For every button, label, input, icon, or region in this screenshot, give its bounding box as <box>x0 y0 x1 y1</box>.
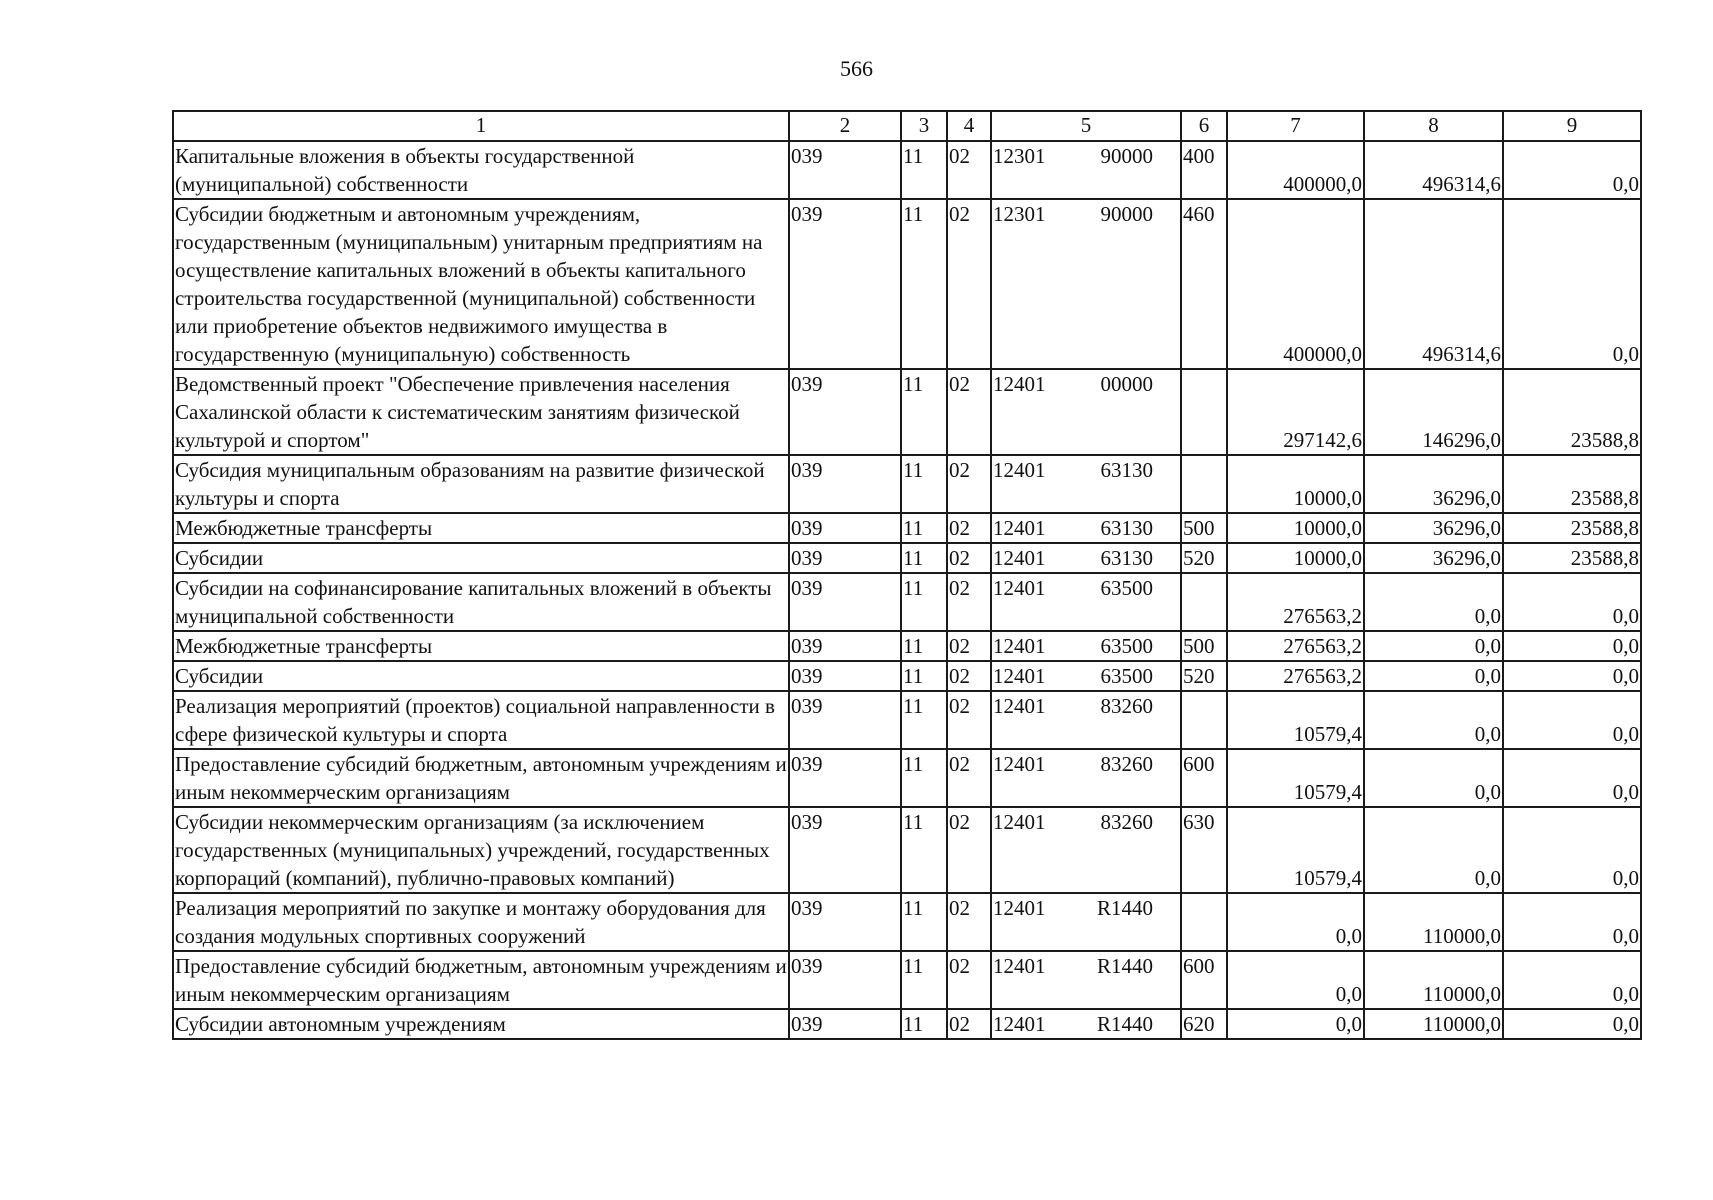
expense-type-cell: 520 <box>1181 543 1227 573</box>
target-article-cell <box>991 893 1181 951</box>
section-code-cell: 11 <box>901 1009 947 1039</box>
amount-col8-cell: 0,0 <box>1364 661 1503 691</box>
amount-col9-cell: 0,0 <box>1503 631 1641 661</box>
section-code-cell: 11 <box>901 951 947 1009</box>
amount-col9-cell: 0,0 <box>1503 199 1641 369</box>
expense-type-cell: 460 <box>1181 199 1227 369</box>
target-article-cell <box>991 807 1181 893</box>
target-article-direction: R1440 <box>1096 1012 1153 1036</box>
amount-col7-cell: 0,0 <box>1227 893 1364 951</box>
target-article-program: 12401 <box>993 694 1046 718</box>
ministry-code-cell: 039 <box>789 199 901 369</box>
header-row <box>173 111 1641 141</box>
table-row <box>173 455 1641 513</box>
table-row <box>173 369 1641 455</box>
expense-type-cell: 520 <box>1181 661 1227 691</box>
amount-col9-cell: 0,0 <box>1503 691 1641 749</box>
row-name-cell: Реализация мероприятий по закупке и монтажу оборудования для создания модульных спортивных сооружений <box>173 893 789 951</box>
target-article-program: 12401 <box>993 634 1046 658</box>
target-article-cell <box>991 141 1181 199</box>
target-article-direction: 83260 <box>1100 752 1153 776</box>
amount-col9-cell: 0,0 <box>1503 661 1641 691</box>
target-article-cell <box>991 951 1181 1009</box>
target-article-program: 12401 <box>993 752 1046 776</box>
subsection-code-cell: 02 <box>947 631 991 661</box>
section-code-cell: 11 <box>901 369 947 455</box>
target-article-program: 12401 <box>993 664 1046 688</box>
subsection-code-cell: 02 <box>947 661 991 691</box>
column-header-3: 3 <box>901 111 947 141</box>
expense-type-cell: 500 <box>1181 513 1227 543</box>
target-article-program: 12401 <box>993 1012 1046 1036</box>
amount-col7-cell: 276563,2 <box>1227 631 1364 661</box>
amount-col7-cell: 10000,0 <box>1227 455 1364 513</box>
section-code-cell: 11 <box>901 631 947 661</box>
amount-col7-cell: 297142,6 <box>1227 369 1364 455</box>
row-name-cell: Субсидии бюджетным и автономным учреждениям, государственным (муниципальным) унитарным предприятиям на осуществление капитальных вложений в объекты капитального строительства государственной (муниципальной) собственности или приобретение объектов недвижимого имущества в государственную (муниципальную) собственность <box>173 199 789 369</box>
section-code-cell: 11 <box>901 543 947 573</box>
ministry-code-cell: 039 <box>789 543 901 573</box>
amount-col9-cell: 0,0 <box>1503 141 1641 199</box>
target-article-direction: 83260 <box>1100 810 1153 834</box>
ministry-code-cell: 039 <box>789 951 901 1009</box>
amount-col7-cell: 276563,2 <box>1227 661 1364 691</box>
target-article-direction: 63500 <box>1100 664 1153 688</box>
subsection-code-cell: 02 <box>947 691 991 749</box>
table-row <box>173 631 1641 661</box>
section-code-cell: 11 <box>901 661 947 691</box>
amount-col9-cell: 0,0 <box>1503 749 1641 807</box>
column-header-5: 5 <box>991 111 1181 141</box>
expense-type-cell: 600 <box>1181 749 1227 807</box>
amount-col8-cell: 36296,0 <box>1364 513 1503 543</box>
expense-type-cell: 630 <box>1181 807 1227 893</box>
table-row <box>173 951 1641 1009</box>
amount-col9-cell: 0,0 <box>1503 893 1641 951</box>
row-name-cell: Субсидии некоммерческим организациям (за исключением государственных (муниципальных) учреждений, государственных корпораций (компаний), публично-правовых компаний) <box>173 807 789 893</box>
target-article-direction: 63130 <box>1100 458 1153 482</box>
row-name-cell: Межбюджетные трансферты <box>173 513 789 543</box>
row-name-cell: Субсидии <box>173 661 789 691</box>
subsection-code-cell: 02 <box>947 893 991 951</box>
budget-table <box>172 110 1642 1040</box>
target-article-direction: 63130 <box>1100 546 1153 570</box>
ministry-code-cell: 039 <box>789 661 901 691</box>
amount-col8-cell: 496314,6 <box>1364 141 1503 199</box>
amount-col8-cell: 110000,0 <box>1364 1009 1503 1039</box>
target-article-program: 12401 <box>993 810 1046 834</box>
row-name-cell: Субсидия муниципальным образованиям на развитие физической культуры и спорта <box>173 455 789 513</box>
ministry-code-cell: 039 <box>789 513 901 543</box>
target-article-program: 12401 <box>993 954 1046 978</box>
row-name-cell: Предоставление субсидий бюджетным, автономным учреждениям и иным некоммерческим организациям <box>173 749 789 807</box>
target-article-cell <box>991 749 1181 807</box>
subsection-code-cell: 02 <box>947 1009 991 1039</box>
section-code-cell: 11 <box>901 749 947 807</box>
subsection-code-cell: 02 <box>947 749 991 807</box>
amount-col9-cell: 0,0 <box>1503 807 1641 893</box>
row-name-cell: Межбюджетные трансферты <box>173 631 789 661</box>
table-row <box>173 199 1641 369</box>
target-article-cell <box>991 1009 1181 1039</box>
amount-col9-cell: 0,0 <box>1503 951 1641 1009</box>
expense-type-cell: 400 <box>1181 141 1227 199</box>
row-name-cell: Капитальные вложения в объекты государственной (муниципальной) собственности <box>173 141 789 199</box>
amount-col8-cell: 0,0 <box>1364 691 1503 749</box>
row-name-cell: Субсидии автономным учреждениям <box>173 1009 789 1039</box>
amount-col9-cell: 0,0 <box>1503 573 1641 631</box>
target-article-direction: 90000 <box>1100 202 1153 226</box>
amount-col8-cell: 110000,0 <box>1364 893 1503 951</box>
amount-col7-cell: 10579,4 <box>1227 691 1364 749</box>
table-row <box>173 513 1641 543</box>
target-article-cell <box>991 199 1181 369</box>
expense-type-cell <box>1181 893 1227 951</box>
amount-col7-cell: 10000,0 <box>1227 543 1364 573</box>
table-body <box>173 141 1641 1039</box>
target-article-cell <box>991 631 1181 661</box>
expense-type-cell <box>1181 691 1227 749</box>
section-code-cell: 11 <box>901 691 947 749</box>
target-article-direction: 00000 <box>1100 372 1153 396</box>
column-header-9: 9 <box>1503 111 1641 141</box>
ministry-code-cell: 039 <box>789 749 901 807</box>
target-article-cell <box>991 661 1181 691</box>
amount-col9-cell: 23588,8 <box>1503 513 1641 543</box>
amount-col7-cell: 400000,0 <box>1227 141 1364 199</box>
target-article-program: 12401 <box>993 576 1046 600</box>
amount-col7-cell: 276563,2 <box>1227 573 1364 631</box>
section-code-cell: 11 <box>901 573 947 631</box>
expense-type-cell: 620 <box>1181 1009 1227 1039</box>
subsection-code-cell: 02 <box>947 951 991 1009</box>
target-article-direction: 63500 <box>1100 634 1153 658</box>
amount-col9-cell: 0,0 <box>1503 1009 1641 1039</box>
table-row <box>173 661 1641 691</box>
amount-col8-cell: 146296,0 <box>1364 369 1503 455</box>
section-code-cell: 11 <box>901 513 947 543</box>
row-name-cell: Ведомственный проект "Обеспечение привлечения населения Сахалинской области к систематическим занятиям физической культурой и спортом" <box>173 369 789 455</box>
table-row <box>173 807 1641 893</box>
target-article-cell <box>991 513 1181 543</box>
subsection-code-cell: 02 <box>947 141 991 199</box>
table-row <box>173 749 1641 807</box>
ministry-code-cell: 039 <box>789 631 901 661</box>
amount-col8-cell: 36296,0 <box>1364 455 1503 513</box>
section-code-cell: 11 <box>901 455 947 513</box>
target-article-program: 12301 <box>993 202 1046 226</box>
target-article-program: 12401 <box>993 458 1046 482</box>
table-row <box>173 573 1641 631</box>
target-article-cell <box>991 573 1181 631</box>
amount-col7-cell: 0,0 <box>1227 1009 1364 1039</box>
ministry-code-cell: 039 <box>789 369 901 455</box>
row-name-cell: Реализация мероприятий (проектов) социальной направленности в сфере физической культуры и спорта <box>173 691 789 749</box>
column-header-7: 7 <box>1227 111 1364 141</box>
target-article-direction: 63130 <box>1100 516 1153 540</box>
target-article-cell <box>991 369 1181 455</box>
amount-col8-cell: 0,0 <box>1364 807 1503 893</box>
subsection-code-cell: 02 <box>947 807 991 893</box>
amount-col7-cell: 10579,4 <box>1227 749 1364 807</box>
expense-type-cell: 500 <box>1181 631 1227 661</box>
subsection-code-cell: 02 <box>947 369 991 455</box>
target-article-program: 12401 <box>993 546 1046 570</box>
amount-col7-cell: 10000,0 <box>1227 513 1364 543</box>
table-row <box>173 141 1641 199</box>
table-row <box>173 543 1641 573</box>
amount-col7-cell: 400000,0 <box>1227 199 1364 369</box>
section-code-cell: 11 <box>901 893 947 951</box>
expense-type-cell <box>1181 369 1227 455</box>
row-name-cell: Субсидии на софинансирование капитальных вложений в объекты муниципальной собственности <box>173 573 789 631</box>
ministry-code-cell: 039 <box>789 573 901 631</box>
ministry-code-cell: 039 <box>789 455 901 513</box>
expense-type-cell <box>1181 455 1227 513</box>
amount-col8-cell: 36296,0 <box>1364 543 1503 573</box>
section-code-cell: 11 <box>901 141 947 199</box>
target-article-cell <box>991 455 1181 513</box>
row-name-cell: Субсидии <box>173 543 789 573</box>
amount-col8-cell: 110000,0 <box>1364 951 1503 1009</box>
amount-col8-cell: 496314,6 <box>1364 199 1503 369</box>
subsection-code-cell: 02 <box>947 573 991 631</box>
subsection-code-cell: 02 <box>947 199 991 369</box>
target-article-program: 12401 <box>993 896 1046 920</box>
column-header-6: 6 <box>1181 111 1227 141</box>
subsection-code-cell: 02 <box>947 513 991 543</box>
target-article-cell <box>991 691 1181 749</box>
section-code-cell: 11 <box>901 199 947 369</box>
ministry-code-cell: 039 <box>789 691 901 749</box>
expense-type-cell: 600 <box>1181 951 1227 1009</box>
column-header-1: 1 <box>173 111 789 141</box>
target-article-direction: R1440 <box>1096 896 1153 920</box>
ministry-code-cell: 039 <box>789 893 901 951</box>
table-row <box>173 893 1641 951</box>
table-row <box>173 1009 1641 1039</box>
row-name-cell: Предоставление субсидий бюджетным, автономным учреждениям и иным некоммерческим организациям <box>173 951 789 1009</box>
ministry-code-cell: 039 <box>789 1009 901 1039</box>
target-article-direction: 63500 <box>1100 576 1153 600</box>
target-article-program: 12401 <box>993 372 1046 396</box>
amount-col7-cell: 0,0 <box>1227 951 1364 1009</box>
page-number: 566 <box>840 56 873 81</box>
column-header-2: 2 <box>789 111 901 141</box>
amount-col8-cell: 0,0 <box>1364 573 1503 631</box>
amount-col7-cell: 10579,4 <box>1227 807 1364 893</box>
amount-col9-cell: 23588,8 <box>1503 455 1641 513</box>
subsection-code-cell: 02 <box>947 543 991 573</box>
subsection-code-cell: 02 <box>947 455 991 513</box>
ministry-code-cell: 039 <box>789 141 901 199</box>
amount-col9-cell: 23588,8 <box>1503 369 1641 455</box>
amount-col9-cell: 23588,8 <box>1503 543 1641 573</box>
expense-type-cell <box>1181 573 1227 631</box>
section-code-cell: 11 <box>901 807 947 893</box>
amount-col8-cell: 0,0 <box>1364 631 1503 661</box>
amount-col8-cell: 0,0 <box>1364 749 1503 807</box>
target-article-program: 12301 <box>993 144 1046 168</box>
target-article-program: 12401 <box>993 516 1046 540</box>
target-article-direction: R1440 <box>1096 954 1153 978</box>
column-header-8: 8 <box>1364 111 1503 141</box>
ministry-code-cell: 039 <box>789 807 901 893</box>
target-article-cell <box>991 543 1181 573</box>
target-article-direction: 83260 <box>1100 694 1153 718</box>
table-row <box>173 691 1641 749</box>
target-article-direction: 90000 <box>1100 144 1153 168</box>
column-header-4: 4 <box>947 111 991 141</box>
